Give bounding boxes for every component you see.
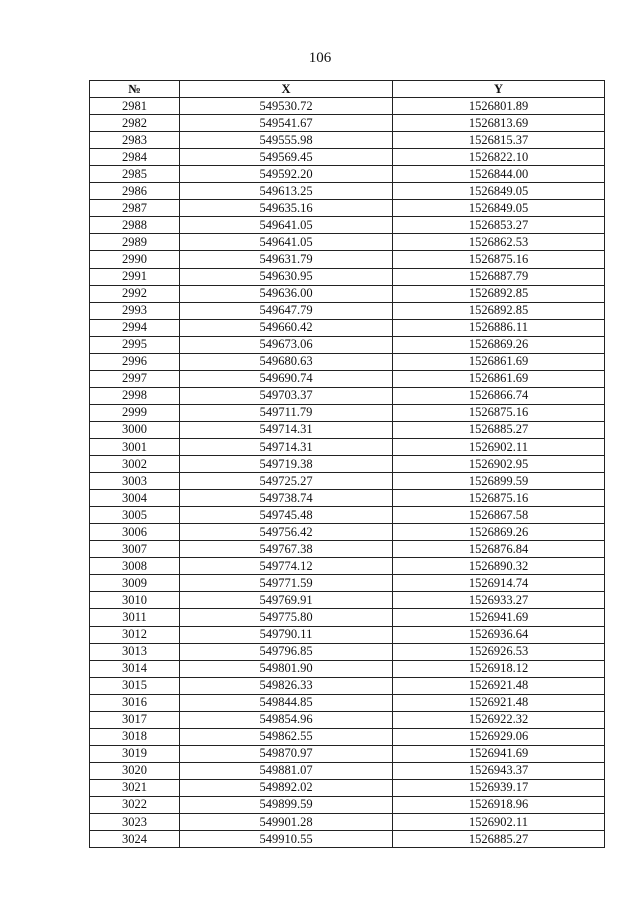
point-number-cell: 3020 xyxy=(90,762,180,779)
point-number-cell: 3009 xyxy=(90,575,180,592)
y-coordinate-cell: 1526941.69 xyxy=(393,745,605,762)
table-row xyxy=(90,438,605,455)
table-row xyxy=(90,677,605,694)
table-row xyxy=(90,814,605,831)
point-number-cell: 2986 xyxy=(90,183,180,200)
point-number-cell: 2985 xyxy=(90,166,180,183)
table-row xyxy=(90,234,605,251)
table-row xyxy=(90,831,605,848)
x-coordinate-cell: 549756.42 xyxy=(180,524,393,541)
table-row xyxy=(90,507,605,524)
y-coordinate-cell: 1526875.16 xyxy=(393,251,605,268)
point-number-cell: 3014 xyxy=(90,660,180,677)
x-coordinate-cell: 549790.11 xyxy=(180,626,393,643)
y-coordinate-cell: 1526813.69 xyxy=(393,115,605,132)
table-row xyxy=(90,336,605,353)
table-row xyxy=(90,370,605,387)
point-number-cell: 3002 xyxy=(90,456,180,473)
x-coordinate-cell: 549680.63 xyxy=(180,353,393,370)
table-row xyxy=(90,541,605,558)
point-number-cell: 2988 xyxy=(90,217,180,234)
x-coordinate-cell: 549745.48 xyxy=(180,507,393,524)
point-number-cell: 2998 xyxy=(90,387,180,404)
y-coordinate-cell: 1526902.95 xyxy=(393,456,605,473)
x-coordinate-cell: 549714.31 xyxy=(180,421,393,438)
y-coordinate-cell: 1526929.06 xyxy=(393,728,605,745)
x-coordinate-cell: 549854.96 xyxy=(180,711,393,728)
y-coordinate-cell: 1526933.27 xyxy=(393,592,605,609)
x-coordinate-cell: 549555.98 xyxy=(180,132,393,149)
x-coordinate-cell: 549881.07 xyxy=(180,762,393,779)
x-coordinate-cell: 549630.95 xyxy=(180,268,393,285)
y-coordinate-cell: 1526892.85 xyxy=(393,285,605,302)
point-number-cell: 3018 xyxy=(90,728,180,745)
table-row xyxy=(90,456,605,473)
y-coordinate-cell: 1526849.05 xyxy=(393,183,605,200)
x-coordinate-cell: 549641.05 xyxy=(180,234,393,251)
y-coordinate-cell: 1526892.85 xyxy=(393,302,605,319)
table-row xyxy=(90,524,605,541)
table-row xyxy=(90,132,605,149)
y-coordinate-cell: 1526886.11 xyxy=(393,319,605,336)
point-number-cell: 3015 xyxy=(90,677,180,694)
table-row xyxy=(90,643,605,660)
table-row xyxy=(90,473,605,490)
point-number-cell: 2997 xyxy=(90,370,180,387)
y-coordinate-cell: 1526921.48 xyxy=(393,694,605,711)
table-row xyxy=(90,183,605,200)
y-coordinate-cell: 1526867.58 xyxy=(393,507,605,524)
x-coordinate-cell: 549774.12 xyxy=(180,558,393,575)
point-number-cell: 2992 xyxy=(90,285,180,302)
point-number-cell: 2991 xyxy=(90,268,180,285)
x-coordinate-cell: 549613.25 xyxy=(180,183,393,200)
point-number-cell: 3011 xyxy=(90,609,180,626)
x-coordinate-cell: 549569.45 xyxy=(180,149,393,166)
coordinates-table xyxy=(89,80,605,848)
point-number-cell: 2996 xyxy=(90,353,180,370)
y-coordinate-cell: 1526918.96 xyxy=(393,796,605,813)
y-coordinate-cell: 1526926.53 xyxy=(393,643,605,660)
table-row xyxy=(90,98,605,115)
y-coordinate-cell: 1526890.32 xyxy=(393,558,605,575)
x-coordinate-cell: 549641.05 xyxy=(180,217,393,234)
y-coordinate-cell: 1526939.17 xyxy=(393,779,605,796)
table-row xyxy=(90,575,605,592)
y-coordinate-cell: 1526853.27 xyxy=(393,217,605,234)
x-coordinate-cell: 549541.67 xyxy=(180,115,393,132)
x-coordinate-cell: 549719.38 xyxy=(180,456,393,473)
column-header-number: № xyxy=(90,81,180,98)
table-row xyxy=(90,728,605,745)
y-coordinate-cell: 1526902.11 xyxy=(393,438,605,455)
y-coordinate-cell: 1526885.27 xyxy=(393,831,605,848)
table-row xyxy=(90,592,605,609)
x-coordinate-cell: 549844.85 xyxy=(180,694,393,711)
x-coordinate-cell: 549862.55 xyxy=(180,728,393,745)
table-row xyxy=(90,711,605,728)
x-coordinate-cell: 549775.80 xyxy=(180,609,393,626)
x-coordinate-cell: 549636.00 xyxy=(180,285,393,302)
table-row xyxy=(90,251,605,268)
point-number-cell: 3010 xyxy=(90,592,180,609)
point-number-cell: 3016 xyxy=(90,694,180,711)
point-number-cell: 3006 xyxy=(90,524,180,541)
x-coordinate-cell: 549769.91 xyxy=(180,592,393,609)
y-coordinate-cell: 1526861.69 xyxy=(393,353,605,370)
x-coordinate-cell: 549892.02 xyxy=(180,779,393,796)
table-row xyxy=(90,796,605,813)
y-coordinate-cell: 1526801.89 xyxy=(393,98,605,115)
table-row xyxy=(90,387,605,404)
y-coordinate-cell: 1526885.27 xyxy=(393,421,605,438)
point-number-cell: 2993 xyxy=(90,302,180,319)
table-row xyxy=(90,166,605,183)
y-coordinate-cell: 1526875.16 xyxy=(393,490,605,507)
point-number-cell: 2999 xyxy=(90,404,180,421)
point-number-cell: 3012 xyxy=(90,626,180,643)
y-coordinate-cell: 1526941.69 xyxy=(393,609,605,626)
point-number-cell: 3008 xyxy=(90,558,180,575)
x-coordinate-cell: 549870.97 xyxy=(180,745,393,762)
y-coordinate-cell: 1526936.64 xyxy=(393,626,605,643)
y-coordinate-cell: 1526875.16 xyxy=(393,404,605,421)
table-row xyxy=(90,762,605,779)
table-row xyxy=(90,609,605,626)
point-number-cell: 3013 xyxy=(90,643,180,660)
point-number-cell: 3022 xyxy=(90,796,180,813)
x-coordinate-cell: 549631.79 xyxy=(180,251,393,268)
table-row xyxy=(90,115,605,132)
point-number-cell: 3021 xyxy=(90,779,180,796)
point-number-cell: 3019 xyxy=(90,745,180,762)
y-coordinate-cell: 1526866.74 xyxy=(393,387,605,404)
point-number-cell: 2982 xyxy=(90,115,180,132)
table-row xyxy=(90,404,605,421)
table-header-row xyxy=(90,81,605,98)
y-coordinate-cell: 1526943.37 xyxy=(393,762,605,779)
point-number-cell: 2983 xyxy=(90,132,180,149)
point-number-cell: 2984 xyxy=(90,149,180,166)
x-coordinate-cell: 549714.31 xyxy=(180,438,393,455)
x-coordinate-cell: 549738.74 xyxy=(180,490,393,507)
x-coordinate-cell: 549647.79 xyxy=(180,302,393,319)
x-coordinate-cell: 549673.06 xyxy=(180,336,393,353)
y-coordinate-cell: 1526914.74 xyxy=(393,575,605,592)
y-coordinate-cell: 1526844.00 xyxy=(393,166,605,183)
point-number-cell: 2990 xyxy=(90,251,180,268)
y-coordinate-cell: 1526876.84 xyxy=(393,541,605,558)
y-coordinate-cell: 1526918.12 xyxy=(393,660,605,677)
table-row xyxy=(90,149,605,166)
table-row xyxy=(90,217,605,234)
x-coordinate-cell: 549771.59 xyxy=(180,575,393,592)
page-number: 106 xyxy=(308,50,332,66)
point-number-cell: 3007 xyxy=(90,541,180,558)
x-coordinate-cell: 549660.42 xyxy=(180,319,393,336)
x-coordinate-cell: 549530.72 xyxy=(180,98,393,115)
point-number-cell: 3023 xyxy=(90,814,180,831)
y-coordinate-cell: 1526869.26 xyxy=(393,336,605,353)
table-row xyxy=(90,626,605,643)
point-number-cell: 3001 xyxy=(90,438,180,455)
x-coordinate-cell: 549711.79 xyxy=(180,404,393,421)
y-coordinate-cell: 1526921.48 xyxy=(393,677,605,694)
point-number-cell: 2994 xyxy=(90,319,180,336)
x-coordinate-cell: 549796.85 xyxy=(180,643,393,660)
x-coordinate-cell: 549703.37 xyxy=(180,387,393,404)
table-row xyxy=(90,558,605,575)
column-header-x: X xyxy=(180,81,393,98)
point-number-cell: 2987 xyxy=(90,200,180,217)
point-number-cell: 3003 xyxy=(90,473,180,490)
y-coordinate-cell: 1526849.05 xyxy=(393,200,605,217)
table-row xyxy=(90,421,605,438)
point-number-cell: 2995 xyxy=(90,336,180,353)
table-row xyxy=(90,268,605,285)
y-coordinate-cell: 1526922.32 xyxy=(393,711,605,728)
point-number-cell: 3024 xyxy=(90,831,180,848)
x-coordinate-cell: 549592.20 xyxy=(180,166,393,183)
point-number-cell: 2981 xyxy=(90,98,180,115)
x-coordinate-cell: 549767.38 xyxy=(180,541,393,558)
point-number-cell: 3017 xyxy=(90,711,180,728)
table-row xyxy=(90,319,605,336)
y-coordinate-cell: 1526862.53 xyxy=(393,234,605,251)
table-row xyxy=(90,694,605,711)
column-header-y: Y xyxy=(393,81,605,98)
table-body xyxy=(90,98,605,848)
table-row xyxy=(90,745,605,762)
x-coordinate-cell: 549725.27 xyxy=(180,473,393,490)
y-coordinate-cell: 1526869.26 xyxy=(393,524,605,541)
y-coordinate-cell: 1526887.79 xyxy=(393,268,605,285)
point-number-cell: 3005 xyxy=(90,507,180,524)
y-coordinate-cell: 1526815.37 xyxy=(393,132,605,149)
y-coordinate-cell: 1526861.69 xyxy=(393,370,605,387)
table-row xyxy=(90,660,605,677)
table-row xyxy=(90,779,605,796)
y-coordinate-cell: 1526822.10 xyxy=(393,149,605,166)
point-number-cell: 2989 xyxy=(90,234,180,251)
x-coordinate-cell: 549801.90 xyxy=(180,660,393,677)
table-row xyxy=(90,200,605,217)
table-row xyxy=(90,353,605,370)
x-coordinate-cell: 549899.59 xyxy=(180,796,393,813)
x-coordinate-cell: 549826.33 xyxy=(180,677,393,694)
table-row xyxy=(90,490,605,507)
point-number-cell: 3004 xyxy=(90,490,180,507)
x-coordinate-cell: 549910.55 xyxy=(180,831,393,848)
table-row xyxy=(90,285,605,302)
y-coordinate-cell: 1526899.59 xyxy=(393,473,605,490)
x-coordinate-cell: 549901.28 xyxy=(180,814,393,831)
x-coordinate-cell: 549635.16 xyxy=(180,200,393,217)
table-row xyxy=(90,302,605,319)
point-number-cell: 3000 xyxy=(90,421,180,438)
x-coordinate-cell: 549690.74 xyxy=(180,370,393,387)
y-coordinate-cell: 1526902.11 xyxy=(393,814,605,831)
